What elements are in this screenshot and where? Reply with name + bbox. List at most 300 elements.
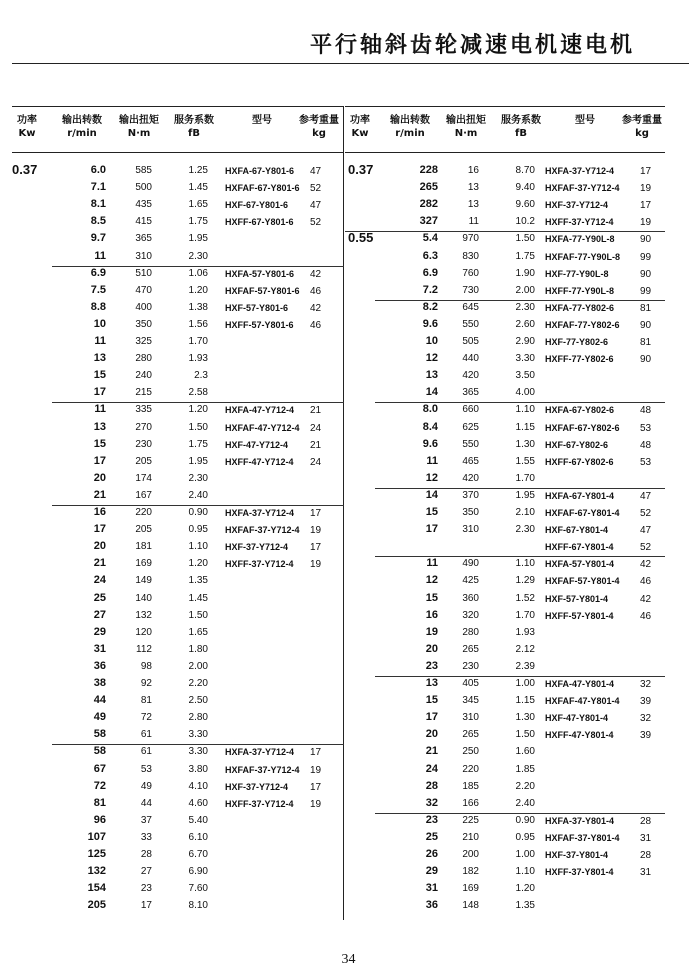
model-value: HXFAF-57-Y801-6: [225, 285, 300, 296]
header-torque: 输出扭矩 N·m: [446, 115, 486, 139]
speed-value: 20: [93, 540, 106, 553]
power-value: 0.37: [348, 162, 374, 177]
model-value: HXFA-67-Y801-6: [225, 166, 295, 176]
service-factor-value: 2.40: [515, 797, 535, 809]
service-factor-value: 4.10: [188, 780, 208, 792]
service-factor-value: 1.35: [515, 900, 535, 912]
model-value: HXFA-57-Y801-6: [225, 268, 295, 279]
weight-value: 52: [310, 217, 322, 229]
speed-value: 24: [425, 762, 438, 775]
model-value: HXF-67-Y802-6: [545, 439, 609, 450]
weight-value: 90: [640, 234, 652, 246]
model-value: HXF-47-Y712-4: [225, 439, 289, 450]
speed-value: 11: [426, 557, 438, 570]
torque-value: 185: [462, 780, 479, 792]
torque-value: 240: [135, 370, 152, 382]
torque-value: 265: [462, 643, 479, 655]
torque-value: 280: [462, 626, 479, 638]
torque-value: 345: [462, 695, 479, 707]
weight-value: 21: [310, 439, 322, 451]
weight-value: 21: [310, 405, 322, 417]
header-speed: 输出转数 r/min: [62, 115, 102, 139]
weight-value: 52: [640, 542, 652, 554]
speed-value: 8.8: [90, 300, 106, 313]
torque-value: 400: [135, 301, 152, 313]
torque-value: 760: [462, 267, 479, 279]
weight-value: 46: [310, 285, 322, 297]
weight-value: 39: [640, 696, 652, 708]
weight-value: 99: [640, 251, 652, 263]
torque-value: 490: [462, 558, 479, 570]
torque-value: 17: [140, 900, 152, 912]
torque-value: 420: [462, 370, 479, 382]
service-factor-value: 1.20: [188, 558, 208, 570]
torque-value: 169: [462, 883, 479, 895]
model-value: HXFF-37-Y801-4: [545, 867, 614, 878]
service-factor-value: 1.56: [188, 318, 208, 330]
speed-value: 96: [93, 813, 106, 826]
speed-value: 16: [93, 506, 106, 518]
weight-value: 47: [310, 166, 322, 177]
service-factor-value: 10.2: [515, 216, 535, 228]
model-value: HXFAF-37-Y712-4: [225, 764, 300, 775]
torque-value: 360: [462, 592, 479, 604]
speed-value: 17: [93, 386, 106, 399]
torque-value: 310: [462, 712, 479, 724]
torque-value: 182: [462, 866, 479, 878]
torque-value: 112: [136, 643, 152, 655]
torque-value: 13: [467, 199, 479, 211]
torque-value: 210: [462, 831, 479, 843]
speed-value: 13: [425, 677, 438, 689]
speed-value: 15: [93, 369, 106, 382]
speed-value: 36: [425, 899, 438, 912]
torque-value: 310: [135, 250, 152, 262]
header-torque: 输出扭矩 N·m: [119, 115, 159, 139]
header-rule: [345, 152, 665, 153]
model-value: HXFF-37-Y712-4: [225, 559, 294, 570]
weight-value: 99: [640, 285, 652, 297]
service-factor-value: 2.90: [515, 336, 535, 347]
speed-value: 205: [87, 899, 106, 912]
service-factor-value: 1.06: [188, 267, 208, 279]
speed-value: 14: [425, 488, 438, 501]
service-factor-value: 3.80: [188, 763, 208, 775]
speed-value: 23: [425, 813, 438, 826]
service-factor-value: 2.58: [188, 387, 208, 399]
service-factor-value: 1.45: [188, 592, 208, 604]
torque-value: 265: [462, 729, 479, 741]
service-factor-value: 2.50: [188, 695, 208, 707]
service-factor-value: 7.60: [188, 883, 208, 895]
torque-value: 205: [135, 455, 152, 467]
speed-value: 32: [425, 796, 438, 809]
torque-value: 270: [135, 421, 152, 433]
torque-value: 510: [135, 267, 152, 279]
header-weight: 参考重量 kg: [622, 115, 662, 139]
weight-value: 17: [310, 781, 322, 793]
speed-value: 58: [93, 745, 106, 758]
weight-value: 90: [640, 354, 652, 366]
weight-value: 24: [310, 456, 322, 468]
torque-value: 167: [135, 489, 152, 501]
service-factor-value: 1.50: [515, 729, 535, 741]
weight-value: 42: [310, 268, 322, 280]
torque-value: 405: [462, 678, 479, 689]
page-title: 平行轴斜齿轮减速电机速电机: [309, 33, 635, 58]
weight-value: 47: [310, 200, 322, 212]
torque-value: 365: [462, 387, 479, 399]
torque-value: 149: [135, 575, 152, 587]
service-factor-value: 4.60: [188, 797, 208, 809]
service-factor-value: 2.10: [515, 507, 535, 518]
torque-value: 23: [140, 883, 152, 895]
torque-value: 98: [140, 660, 152, 672]
torque-value: 53: [140, 763, 152, 775]
service-factor-value: 1.30: [515, 712, 535, 724]
service-factor-value: 3.30: [515, 353, 535, 365]
torque-value: 500: [135, 182, 152, 194]
speed-value: 24: [93, 574, 106, 587]
speed-value: 17: [425, 711, 438, 724]
weight-value: 32: [640, 713, 652, 725]
table-top-rule: [12, 106, 344, 107]
weight-value: 19: [310, 764, 322, 776]
torque-value: 166: [462, 797, 479, 809]
service-factor-value: 2.40: [188, 489, 208, 501]
speed-value: 7.1: [90, 181, 106, 194]
model-value: HXFA-77-Y802-6: [545, 302, 615, 313]
model-value: HXF-57-Y801-4: [545, 593, 609, 604]
model-value: HXFA-37-Y801-4: [545, 815, 615, 826]
speed-value: 9.6: [422, 317, 438, 330]
speed-value: 125: [87, 848, 106, 860]
speed-value: 31: [425, 882, 438, 895]
header-power: 功率 Kw: [17, 115, 37, 139]
speed-value: 13: [93, 352, 106, 365]
torque-value: 16: [467, 165, 479, 176]
speed-value: 11: [94, 249, 106, 262]
service-factor-value: 1.15: [515, 421, 535, 433]
speed-value: 26: [425, 848, 438, 860]
model-value: HXFF-57-Y801-4: [545, 610, 614, 621]
model-value: HXFAF-37-Y801-4: [545, 832, 620, 843]
speed-value: 11: [94, 335, 106, 347]
torque-value: 370: [462, 489, 479, 501]
weight-value: 53: [640, 456, 652, 468]
title-rule: [12, 63, 689, 64]
torque-value: 415: [135, 216, 152, 228]
speed-value: 9.6: [422, 437, 438, 450]
speed-value: 11: [426, 454, 438, 467]
torque-value: 425: [462, 575, 479, 587]
torque-value: 81: [140, 695, 152, 707]
service-factor-value: 2.00: [188, 660, 208, 672]
speed-value: 15: [425, 591, 438, 604]
torque-value: 830: [462, 250, 479, 262]
service-factor-value: 1.10: [188, 541, 208, 553]
speed-value: 327: [419, 215, 438, 228]
service-factor-value: 8.10: [188, 900, 208, 912]
speed-value: 282: [419, 198, 438, 211]
service-factor-value: 4.00: [515, 387, 535, 399]
service-factor-value: 1.35: [188, 575, 208, 587]
torque-value: 335: [135, 404, 152, 416]
speed-value: 8.1: [90, 198, 106, 211]
service-factor-value: 2.30: [188, 250, 208, 262]
weight-value: 53: [640, 422, 652, 434]
torque-value: 174: [135, 472, 152, 484]
speed-value: 29: [93, 625, 106, 638]
weight-value: 42: [310, 302, 322, 314]
service-factor-value: 1.65: [188, 199, 208, 211]
torque-value: 325: [135, 336, 152, 347]
speed-value: 228: [419, 164, 438, 176]
weight-value: 90: [640, 319, 652, 331]
service-factor-value: 1.90: [515, 267, 535, 279]
weight-value: 46: [310, 319, 322, 331]
speed-value: 6.9: [422, 266, 438, 279]
model-value: HXFAF-37-Y712-4: [545, 183, 620, 194]
speed-value: 8.2: [422, 300, 438, 313]
model-value: HXF-37-Y712-4: [545, 200, 609, 211]
model-value: HXFAF-67-Y801-6: [225, 183, 300, 194]
service-factor-value: 1.38: [188, 301, 208, 313]
speed-value: 14: [425, 386, 438, 399]
model-value: HXF-37-Y712-4: [225, 542, 289, 553]
service-factor-value: 6.90: [188, 866, 208, 878]
torque-value: 550: [462, 318, 479, 330]
service-factor-value: 8.70: [515, 165, 535, 176]
weight-value: 52: [640, 508, 652, 519]
service-factor-value: 1.50: [188, 609, 208, 621]
torque-value: 730: [462, 284, 479, 296]
service-factor-value: 2.30: [515, 301, 535, 313]
service-factor-value: 1.00: [515, 678, 535, 689]
service-factor-value: 1.00: [515, 849, 535, 860]
model-value: HXFA-37-Y712-4: [225, 508, 295, 518]
speed-value: 15: [93, 437, 106, 450]
weight-value: 24: [310, 422, 322, 434]
speed-value: 67: [93, 762, 106, 775]
model-value: HXFAF-47-Y712-4: [225, 422, 300, 433]
speed-value: 19: [425, 625, 438, 638]
torque-value: 220: [135, 507, 152, 518]
service-factor-value: 1.75: [515, 250, 535, 262]
service-factor-value: 2.00: [515, 284, 535, 296]
weight-value: 19: [640, 217, 652, 229]
model-value: HXFF-67-Y801-6: [225, 217, 294, 228]
model-value: HXF-37-Y712-4: [225, 781, 289, 792]
service-factor-value: 9.60: [515, 199, 535, 211]
service-factor-value: 1.85: [515, 763, 535, 775]
service-factor-value: 2.39: [515, 660, 535, 672]
weight-value: 47: [640, 525, 652, 537]
service-factor-value: 6.70: [188, 849, 208, 860]
torque-value: 310: [462, 524, 479, 536]
torque-value: 220: [462, 763, 479, 775]
service-factor-value: 1.20: [515, 883, 535, 895]
speed-value: 23: [425, 659, 438, 672]
speed-value: 44: [93, 694, 106, 707]
service-factor-value: 1.45: [188, 182, 208, 194]
torque-value: 13: [467, 182, 479, 194]
torque-value: 230: [462, 660, 479, 672]
weight-value: 42: [640, 559, 652, 571]
model-value: HXFAF-57-Y801-4: [545, 576, 620, 587]
model-value: HXFAF-77-Y90L-8: [545, 251, 621, 262]
model-value: HXFAF-77-Y802-6: [545, 319, 620, 330]
torque-value: 420: [462, 472, 479, 484]
speed-value: 31: [93, 642, 106, 655]
model-value: HXFA-47-Y801-4: [545, 679, 615, 689]
torque-value: 970: [462, 233, 479, 245]
service-factor-value: 2.20: [515, 780, 535, 792]
model-value: HXFAF-37-Y712-4: [225, 525, 300, 536]
service-factor-value: 1.20: [188, 284, 208, 296]
model-value: HXFA-67-Y801-4: [545, 490, 615, 501]
speed-value: 27: [93, 608, 106, 621]
speed-value: 132: [87, 865, 106, 878]
speed-value: 28: [425, 779, 438, 792]
model-value: HXFA-37-Y712-4: [225, 747, 295, 758]
header-power: 功率 Kw: [350, 115, 370, 139]
speed-value: 12: [425, 352, 438, 365]
weight-value: 47: [640, 490, 652, 502]
header-model: 型号: [252, 115, 272, 126]
torque-value: 280: [135, 353, 152, 365]
service-factor-value: 1.55: [515, 455, 535, 467]
model-value: HXFF-67-Y801-4: [545, 542, 614, 553]
torque-value: 61: [140, 746, 152, 758]
service-factor-value: 2.12: [515, 643, 535, 655]
torque-value: 225: [462, 814, 479, 826]
speed-value: 20: [425, 728, 438, 741]
service-factor-value: 2.80: [188, 712, 208, 724]
model-value: HXFF-47-Y712-4: [225, 456, 294, 467]
power-value: 0.55: [348, 230, 374, 246]
page-number: 34: [341, 952, 356, 967]
service-factor-value: 1.65: [188, 626, 208, 638]
service-factor-value: 1.25: [188, 165, 208, 176]
weight-value: 46: [640, 576, 652, 588]
service-factor-value: 1.50: [188, 421, 208, 433]
torque-value: 11: [468, 216, 479, 228]
service-factor-value: 0.95: [515, 831, 535, 843]
service-factor-value: 3.30: [188, 729, 208, 741]
speed-value: 36: [93, 659, 106, 672]
weight-value: 17: [640, 166, 652, 177]
speed-value: 21: [93, 557, 106, 570]
speed-value: 15: [425, 694, 438, 707]
model-value: HXFA-77-Y90L-8: [545, 234, 615, 245]
table-header: [345, 114, 665, 144]
weight-value: 17: [640, 200, 652, 212]
model-value: HXFA-67-Y802-6: [545, 405, 615, 416]
torque-value: 33: [140, 831, 152, 843]
service-factor-value: 1.52: [515, 592, 535, 604]
table-top-rule: [345, 106, 665, 107]
service-factor-value: 0.95: [188, 524, 208, 536]
service-factor-value: 1.95: [188, 455, 208, 467]
torque-value: 120: [135, 626, 152, 638]
speed-value: 6.0: [90, 164, 106, 176]
speed-value: 12: [425, 574, 438, 587]
torque-value: 44: [140, 797, 152, 809]
model-value: HXF-47-Y801-4: [545, 713, 609, 724]
service-factor-value: 0.90: [188, 507, 208, 518]
torque-value: 230: [135, 438, 152, 450]
table-header: [12, 114, 344, 144]
weight-value: 19: [310, 525, 322, 537]
service-factor-value: 1.75: [188, 216, 208, 228]
torque-value: 181: [135, 541, 152, 553]
speed-value: 107: [87, 830, 106, 843]
model-value: HXF-77-Y802-6: [545, 337, 609, 347]
service-factor-value: 2.3: [194, 370, 208, 382]
speed-value: 17: [425, 523, 438, 536]
model-value: HXF-57-Y801-6: [225, 302, 289, 313]
model-value: HXFA-37-Y712-4: [545, 166, 615, 176]
speed-value: 21: [425, 745, 438, 758]
header-weight: 参考重量 kg: [299, 115, 339, 139]
service-factor-value: 2.30: [188, 472, 208, 484]
service-factor-value: 1.70: [515, 472, 535, 484]
speed-value: 7.2: [422, 283, 438, 296]
torque-value: 49: [140, 780, 152, 792]
service-factor-value: 5.40: [188, 814, 208, 826]
weight-value: 48: [640, 439, 652, 451]
service-factor-value: 1.80: [188, 643, 208, 655]
torque-value: 200: [462, 849, 479, 860]
service-factor-value: 1.70: [188, 336, 208, 347]
weight-value: 90: [640, 268, 652, 280]
model-value: HXFA-57-Y801-4: [545, 559, 615, 570]
torque-value: 72: [140, 712, 152, 724]
speed-value: 49: [93, 711, 106, 724]
torque-value: 205: [135, 524, 152, 536]
speed-value: 12: [425, 471, 438, 484]
service-factor-value: 1.30: [515, 438, 535, 450]
speed-value: 265: [419, 181, 438, 194]
torque-value: 140: [135, 592, 152, 604]
model-value: HXFF-57-Y801-6: [225, 319, 294, 330]
weight-value: 19: [310, 798, 322, 810]
header-model: 型号: [575, 115, 595, 126]
speed-value: 154: [87, 882, 106, 895]
torque-value: 250: [462, 746, 479, 758]
header-service-factor: 服务系数 fB: [501, 115, 541, 139]
panel-divider: [343, 106, 344, 920]
model-value: HXFF-47-Y801-4: [545, 730, 614, 741]
service-factor-value: 1.10: [515, 558, 535, 570]
speed-value: 5.4: [422, 232, 438, 245]
weight-value: 31: [640, 867, 652, 879]
model-value: HXFF-37-Y712-4: [545, 217, 614, 228]
model-value: HXFAF-67-Y802-6: [545, 422, 620, 433]
weight-value: 46: [640, 610, 652, 622]
torque-value: 465: [462, 455, 479, 467]
speed-value: 13: [93, 420, 106, 433]
speed-value: 10: [425, 335, 438, 347]
torque-value: 37: [140, 814, 152, 826]
torque-value: 470: [135, 284, 152, 296]
header-service-factor: 服务系数 fB: [174, 115, 214, 139]
model-value: HXFF-67-Y802-6: [545, 456, 614, 467]
header-rule: [12, 152, 344, 153]
model-value: HXF-37-Y801-4: [545, 850, 609, 860]
speed-value: 15: [425, 506, 438, 518]
